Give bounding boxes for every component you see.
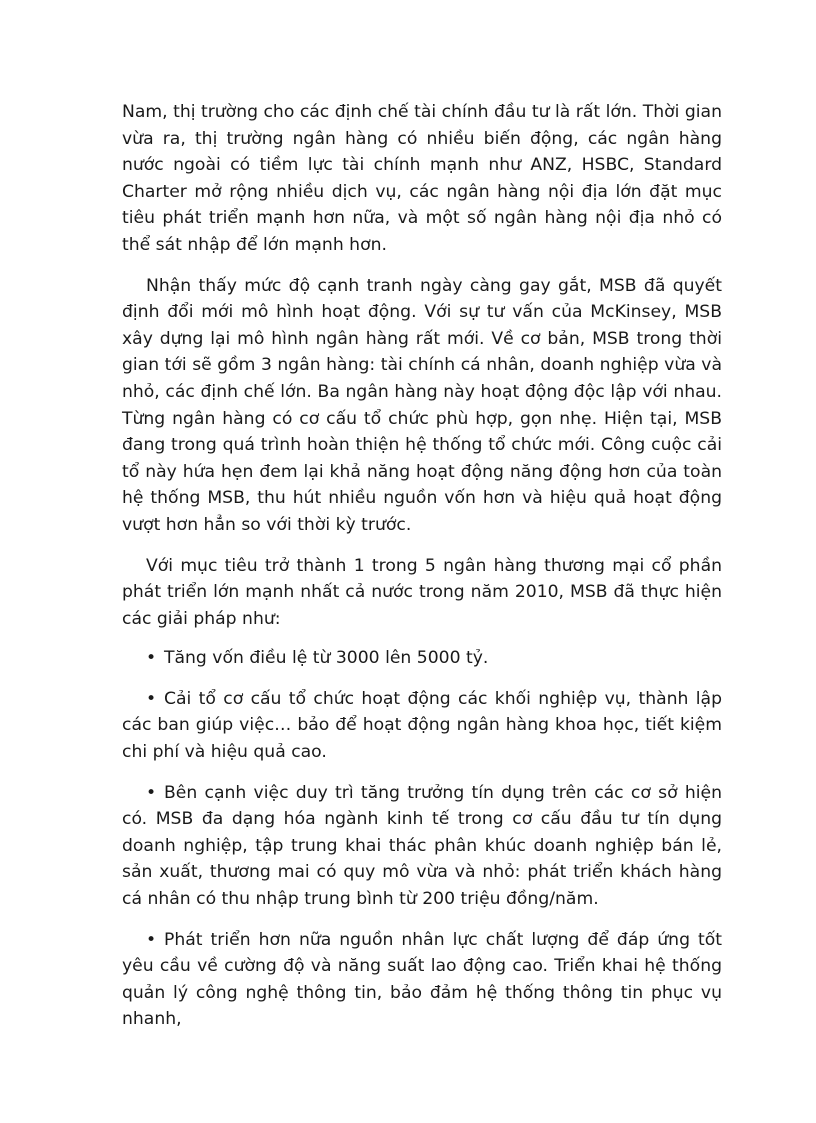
bullet-text: Tăng vốn điều lệ từ 3000 lên 5000 tỷ.	[164, 648, 489, 669]
paragraph-restructuring: Nhận thấy mức độ cạnh tranh ngày càng gay gắt, MSB đã quyết định đổi mới mô hình hoạt động. Với sự tư vấn của McKinsey, MSB xây dựng lại mô hình ngân hàng rất mới. Về cơ bản, MSB trong thời gian tới sẽ gồm 3 ngân hàng: tài chính cá nhân, doanh nghiệp vừa và nhỏ, các định chế lớn. Ba ngân hàng này hoạt động độc lập với nhau. Từng ngân hàng có cơ cấu tổ chức phù hợp, gọn nhẹ. Hiện tại, MSB đang trong quá trình hoàn thiện hệ thống tổ chức mới. Công cuộc cải tổ này hứa hẹn đem lại khả năng hoạt động năng động hơn của toàn hệ thống MSB, thu hút nhiều nguồn vốn hơn và hiệu quả hoạt động vượt hơn hẳn so với thời kỳ trước.	[122, 275, 722, 535]
bullet-item	[122, 780, 722, 913]
bullet-text: Cải tổ cơ cấu tổ chức hoạt động các khối nghiệp vụ, thành lập các ban giúp việc… bảo để hoạt động ngân hàng khoa học, tiết kiệm chi phí và hiệu quả cao.	[122, 688, 722, 763]
bullet-icon: •	[146, 929, 157, 950]
bullet-text: Bên cạnh việc duy trì tăng trưởng tín dụng trên các cơ sở hiện có. MSB đa dạng hóa ngành kinh tế trong cơ cấu đầu tư tín dụng doanh nghiệp, tập trung khai thác phân khúc doanh nghiệp bán lẻ, sản xuất, thương mai có quy mô vừa và nhỏ: phát triển khách hàng cá nhân có thu nhập trung bình từ 200 triệu đồng/năm.	[122, 782, 722, 910]
bullet-icon: •	[146, 648, 157, 669]
bullet-icon: •	[146, 782, 157, 803]
bullet-item	[122, 645, 722, 672]
document-body	[122, 99, 722, 1047]
paragraph-goals-intro: Với mục tiêu trở thành 1 trong 5 ngân hàng thương mại cổ phần phát triển lớn mạnh nhất cả nước trong năm 2010, MSB đã thực hiện các giải pháp như:	[122, 555, 722, 629]
paragraph-market-context: Nam, thị trường cho các định chế tài chính đầu tư là rất lớn. Thời gian vừa ra, thị trường ngân hàng có nhiều biến động, các ngân hàng nước ngoài có tiềm lực tài chính mạnh như ANZ, HSBC, Standard Charter mở rộng nhiều dịch vụ, các ngân hàng nội địa lớn đặt mục tiêu phát triển mạnh hơn nữa, và một số ngân hàng nội địa nhỏ có thể sát nhập để lớn mạnh hơn.	[122, 102, 722, 255]
bullet-text: Phát triển hơn nữa nguồn nhân lực chất lượng để đáp ứng tốt yêu cầu về cường độ và năng suất lao động cao. Triển khai hệ thống quản lý công nghệ thông tin, bảo đảm hệ thống thông tin phục vụ nhanh,	[122, 929, 722, 1030]
bullet-item	[122, 927, 722, 1033]
bullet-icon: •	[146, 688, 157, 709]
bullet-item	[122, 686, 722, 766]
